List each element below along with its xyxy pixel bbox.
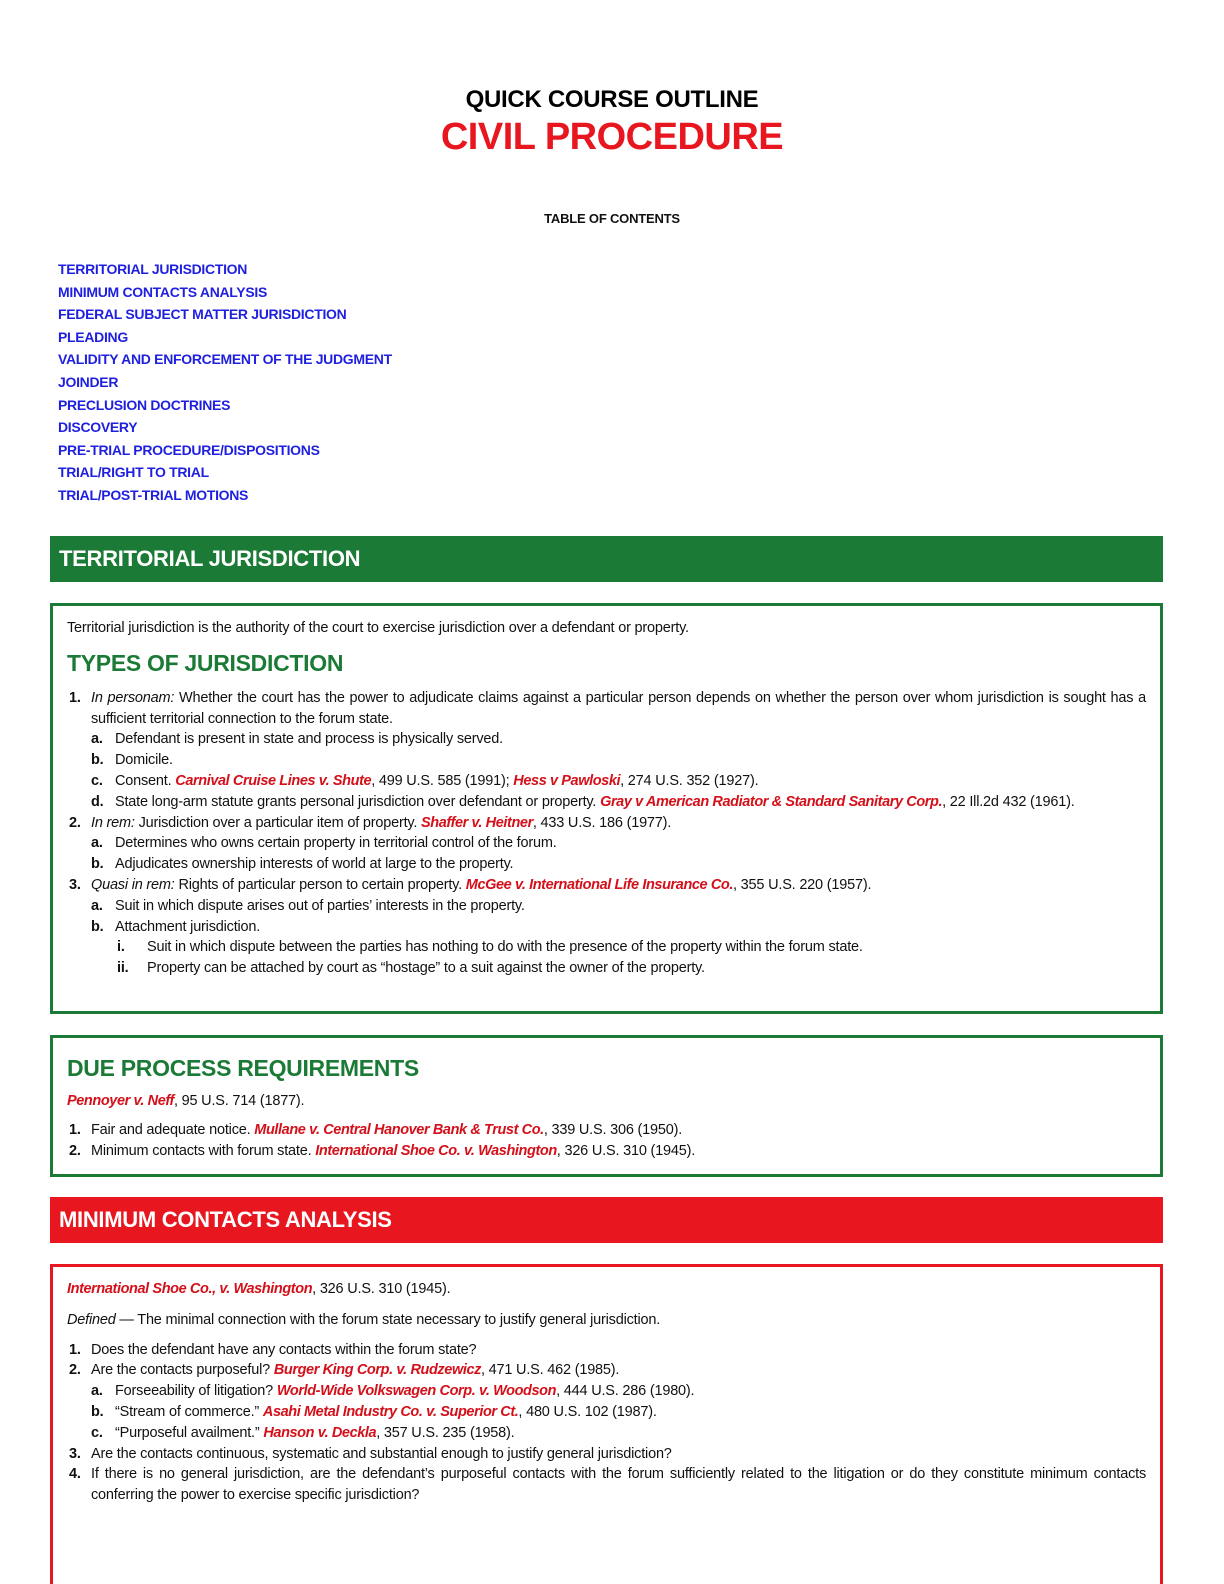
case-citation: Pennoyer v. Neff: [67, 1093, 174, 1109]
list-item: 4. If there is no general jurisdiction, are the defendant’s purposeful contacts with the forum sufficiently related to the litigation or do they constitute minimum contacts conferring the power to exercise specific jurisdiction?: [69, 1466, 1146, 1504]
table-of-contents: [58, 258, 392, 507]
case-citation: International Shoe Co. v. Washington: [315, 1142, 557, 1159]
toc-item[interactable]: [58, 461, 392, 484]
term-label: Defined: [67, 1311, 116, 1328]
list-item: 1. Fair and adequate notice. Mullane v. Central Hanover Bank & Trust Co., 339 U.S. 306 (1950).: [69, 1121, 683, 1138]
territorial-intro: Territorial jurisdiction is the authority of the court to exercise jurisdiction over a defendant or property.: [67, 620, 689, 636]
list-item: a. Suit in which dispute arises out of parties’ interests in the property.: [91, 897, 525, 914]
toc-link-pleading[interactable]: PLEADING: [58, 328, 128, 345]
toc-link-post-trial[interactable]: TRIAL/POST-TRIAL MOTIONS: [58, 486, 249, 503]
list-item: c. Consent. Carnival Cruise Lines v. Shute, 499 U.S. 585 (1991); Hess v Pawloski, 274 U.S. 352 (1927).: [91, 772, 759, 789]
list-item: c. “Purposeful availment.” Hanson v. Deckla, 357 U.S. 235 (1958).: [91, 1424, 515, 1441]
toc-item[interactable]: [58, 258, 392, 281]
case-citation: Mullane v. Central Hanover Bank & Trust Co.: [254, 1121, 544, 1138]
case-citation: World-Wide Volkswagen Corp. v. Woodson: [276, 1383, 557, 1400]
toc-item[interactable]: [58, 484, 392, 507]
minimum-contacts-box: [50, 1264, 1163, 1584]
list-item: 1. Does the defendant have any contacts within the forum state?: [69, 1341, 477, 1358]
types-heading: TYPES OF JURISDICTION: [67, 649, 344, 676]
list-item: d. State long-arm statute grants personal jurisdiction over defendant or property. Gray v American Radiator & Standard Sanitary Corp., 22 Ill.2d 432 (1961).: [91, 793, 1075, 810]
term-label: In personam:: [91, 689, 175, 706]
toc-item[interactable]: [58, 371, 392, 394]
document-title: CIVIL PROCEDURE: [440, 116, 784, 158]
due-process-heading: DUE PROCESS REQUIREMENTS: [67, 1055, 419, 1081]
case-citation: International Shoe Co., v. Washington: [67, 1281, 313, 1297]
toc-link-validity-enforcement[interactable]: VALIDITY AND ENFORCEMENT OF THE JUDGMENT: [58, 351, 392, 368]
case-citation: Shaffer v. Heitner: [421, 814, 533, 831]
toc-item[interactable]: [58, 326, 392, 349]
list-item: i. Suit in which dispute between the parties has nothing to do with the presence of the property within the forum state.: [117, 939, 863, 956]
toc-title: TABLE OF CONTENTS: [544, 211, 680, 226]
term-label: In rem:: [91, 814, 135, 831]
list-item: b. Attachment jurisdiction.: [91, 918, 261, 935]
toc-item[interactable]: [58, 394, 392, 417]
toc-link-right-to-trial[interactable]: TRIAL/RIGHT TO TRIAL: [58, 464, 209, 481]
minimum-contacts-lead: International Shoe Co., v. Washington, 326 U.S. 310 (1945).: [67, 1281, 451, 1297]
case-citation: Burger King Corp. v. Rudzewicz: [273, 1362, 481, 1379]
case-citation: Hanson v. Deckla: [263, 1424, 377, 1441]
list-item: 2. In rem: Jurisdiction over a particular item of property. Shaffer v. Heitner, 433 U.S. 186 (1977).: [69, 814, 672, 831]
due-process-lead: Pennoyer v. Neff, 95 U.S. 714 (1877).: [67, 1093, 305, 1109]
section-heading-minimum-contacts: MINIMUM CONTACTS ANALYSIS: [50, 1197, 1163, 1243]
case-citation: McGee v. International Life Insurance Co.: [465, 876, 734, 893]
list-item: 3. Are the contacts continuous, systematic and substantial enough to justify general jurisdiction?: [69, 1445, 672, 1462]
toc-link-pre-trial[interactable]: PRE-TRIAL PROCEDURE/DISPOSITIONS: [58, 441, 320, 458]
list-item: b. “Stream of commerce.” Asahi Metal Industry Co. v. Superior Ct., 480 U.S. 102 (1987).: [91, 1403, 657, 1420]
list-item: a. Determines who owns certain property in territorial control of the forum.: [91, 835, 557, 852]
toc-link-minimum-contacts[interactable]: MINIMUM CONTACTS ANALYSIS: [58, 283, 267, 300]
list-item: a. Forseeability of litigation? World-Wide Volkswagen Corp. v. Woodson, 444 U.S. 286 (1980).: [91, 1383, 695, 1400]
outline-kicker: QUICK COURSE OUTLINE: [465, 86, 759, 113]
list-item: ii. Property can be attached by court as “hostage” to a suit against the owner of the property.: [117, 960, 705, 977]
term-label: Quasi in rem:: [91, 876, 175, 893]
types-of-jurisdiction-box: [50, 603, 1163, 1014]
toc-link-federal-subject-matter[interactable]: FEDERAL SUBJECT MATTER JURISDICTION: [58, 306, 347, 323]
toc-item[interactable]: [58, 281, 392, 304]
toc-link-preclusion[interactable]: PRECLUSION DOCTRINES: [58, 396, 231, 413]
due-process-box: [50, 1035, 1163, 1177]
list-item: b. Domicile.: [91, 752, 173, 769]
case-citation: Asahi Metal Industry Co. v. Superior Ct.: [262, 1403, 519, 1420]
list-item: 2. Are the contacts purposeful? Burger King Corp. v. Rudzewicz, 471 U.S. 462 (1985).: [69, 1362, 620, 1379]
toc-link-joinder[interactable]: JOINDER: [58, 373, 119, 390]
minimum-contacts-definition: Defined — The minimal connection with the forum state necessary to justify general jurisdiction.: [67, 1311, 661, 1328]
case-citation: Hess v Pawloski: [513, 772, 621, 789]
list-item: 3. Quasi in rem: Rights of particular person to certain property. McGee v. International Life Insurance Co., 355 U.S. 220 (1957).: [69, 876, 872, 893]
list-item: 2. Minimum contacts with forum state. International Shoe Co. v. Washington, 326 U.S. 310 (1945).: [69, 1142, 696, 1159]
case-citation: Carnival Cruise Lines v. Shute: [175, 772, 372, 789]
toc-link-territorial-jurisdiction[interactable]: TERRITORIAL JURISDICTION: [58, 261, 248, 277]
list-item: b. Adjudicates ownership interests of world at large to the property.: [91, 856, 514, 873]
list-item: 1. In personam: Whether the court has the power to adjudicate claims against a particular person depends on whether the person over whom jurisdiction is sought has a sufficient territorial connection to the forum state.: [69, 689, 1146, 727]
toc-link-discovery[interactable]: DISCOVERY: [58, 419, 138, 436]
toc-item[interactable]: [58, 416, 392, 439]
toc-item[interactable]: [58, 303, 392, 326]
document-header: [0, 0, 1224, 226]
section-heading-territorial-jurisdiction: TERRITORIAL JURISDICTION: [50, 536, 1163, 582]
toc-item[interactable]: [58, 439, 392, 462]
list-item: a. Defendant is present in state and process is physically served.: [91, 731, 503, 748]
toc-item[interactable]: [58, 348, 392, 371]
case-citation: Gray v American Radiator & Standard Sanitary Corp.: [600, 793, 943, 810]
